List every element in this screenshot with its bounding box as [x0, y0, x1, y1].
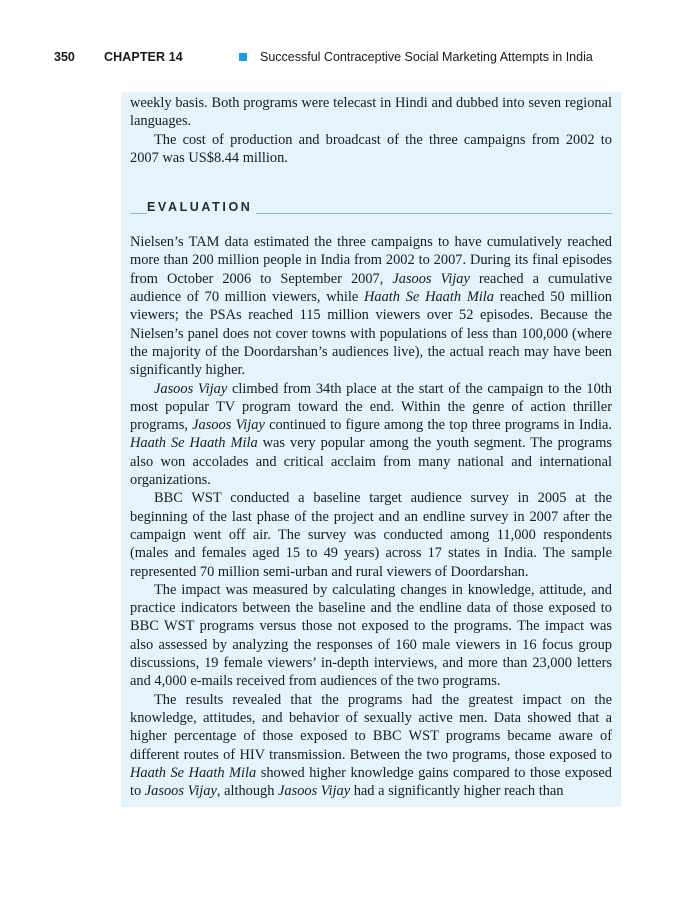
- text-run: reached 50 million viewers; the PSAs reached 115 million viewers over 52 episodes. Because the Nielsen’s panel does not cover towns with populations of less than 100,000 (where the majority of the Doordarshan’s audiences live), the actual reach may have been significantly higher.: [130, 289, 613, 379]
- text-run: had a significantly higher reach than: [350, 783, 564, 800]
- text-run: BBC WST conducted a baseline target audience survey in 2005 at the beginning of the last phase of the project and an endline survey in 2007 after the campaign went off air. The survey was conducted among 11,000 respondents (males and females aged 15 to 49 years) across 17 states in India. The sample represented 70 million semi-urban and rural viewers of Doordarshan.: [130, 490, 612, 580]
- running-header: [54, 47, 654, 67]
- text-run: The cost of production and broadcast of the three campaigns from 2002 to 2007 was US$8.44 million.: [130, 131, 612, 166]
- program-title: Jasoos Vijay: [278, 783, 351, 800]
- program-title: Haath Se Haath Mila: [130, 764, 257, 781]
- section-heading: [130, 196, 612, 214]
- text-run: reached a cumulative audience of 70 million viewers, while: [130, 270, 612, 306]
- page-number: 350: [54, 50, 75, 64]
- paragraph: [130, 489, 612, 580]
- text-run: showed higher knowledge gains compared to those exposed to: [130, 764, 612, 800]
- program-title: Haath Se Haath Mila: [130, 435, 258, 452]
- program-title: Jasoos Vijay: [144, 783, 217, 800]
- text-run: climbed from 34th place at the start of the campaign to the 10th most popular TV program toward the end. Within the genre of action thriller programs,: [130, 380, 612, 434]
- paragraph: [130, 233, 612, 379]
- program-title: Jasoos Vijay: [192, 417, 265, 434]
- program-title: Jasoos Vijay: [392, 270, 470, 287]
- paragraph: [130, 691, 612, 801]
- chapter-label: CHAPTER 14: [104, 50, 183, 64]
- text-run: continued to figure among the top three programs in India.: [264, 417, 612, 434]
- evaluation-body: [130, 233, 612, 800]
- paragraph: [130, 131, 612, 168]
- paragraph: [130, 581, 612, 691]
- text-run: , although: [216, 783, 279, 800]
- text-run: The results revealed that the programs had the greatest impact on the knowledge, attitudes, and behavior of sexually active men. Data showed that a higher percentage of those exposed to BBC WST programs became aware of different routes of HIV transmission. Between the two programs, those exposed to: [130, 691, 612, 763]
- paragraph: [130, 94, 612, 131]
- text-run: was very popular among the youth segment. The programs also won accolades and critical acclaim from many national and international organizations.: [130, 435, 612, 489]
- paragraph: [130, 380, 612, 490]
- section-title: EVALUATION: [147, 198, 256, 216]
- intro-block: [130, 94, 612, 167]
- text-run: Nielsen’s TAM data estimated the three campaigns to have cumulatively reached more than 200 million people in India from 2002 to 2007. During its final episodes from October 2006 to September 2007,: [130, 234, 612, 287]
- program-title: Haath Se Haath Mila: [364, 289, 495, 306]
- text-run: The impact was measured by calculating changes in knowledge, attitude, and practice indicators between the baseline and the endline data of those exposed to BBC WST programs versus those not exposed to the programs. The impact was also assessed by analyzing the responses of 160 male viewers in 16 focus group discussions, 19 female viewers’ in-depth interviews, and more than 23,000 letters and 4,000 e-mails received from audiences of the two programs.: [130, 581, 612, 690]
- text-run: weekly basis. Both programs were telecast in Hindi and dubbed into seven regional languages.: [130, 95, 612, 130]
- program-title: Jasoos Vijay: [154, 380, 228, 397]
- chapter-title: Successful Contraceptive Social Marketing Attempts in India: [260, 50, 593, 64]
- chapter-marker-square-icon: [239, 53, 247, 61]
- case-content: [130, 94, 612, 800]
